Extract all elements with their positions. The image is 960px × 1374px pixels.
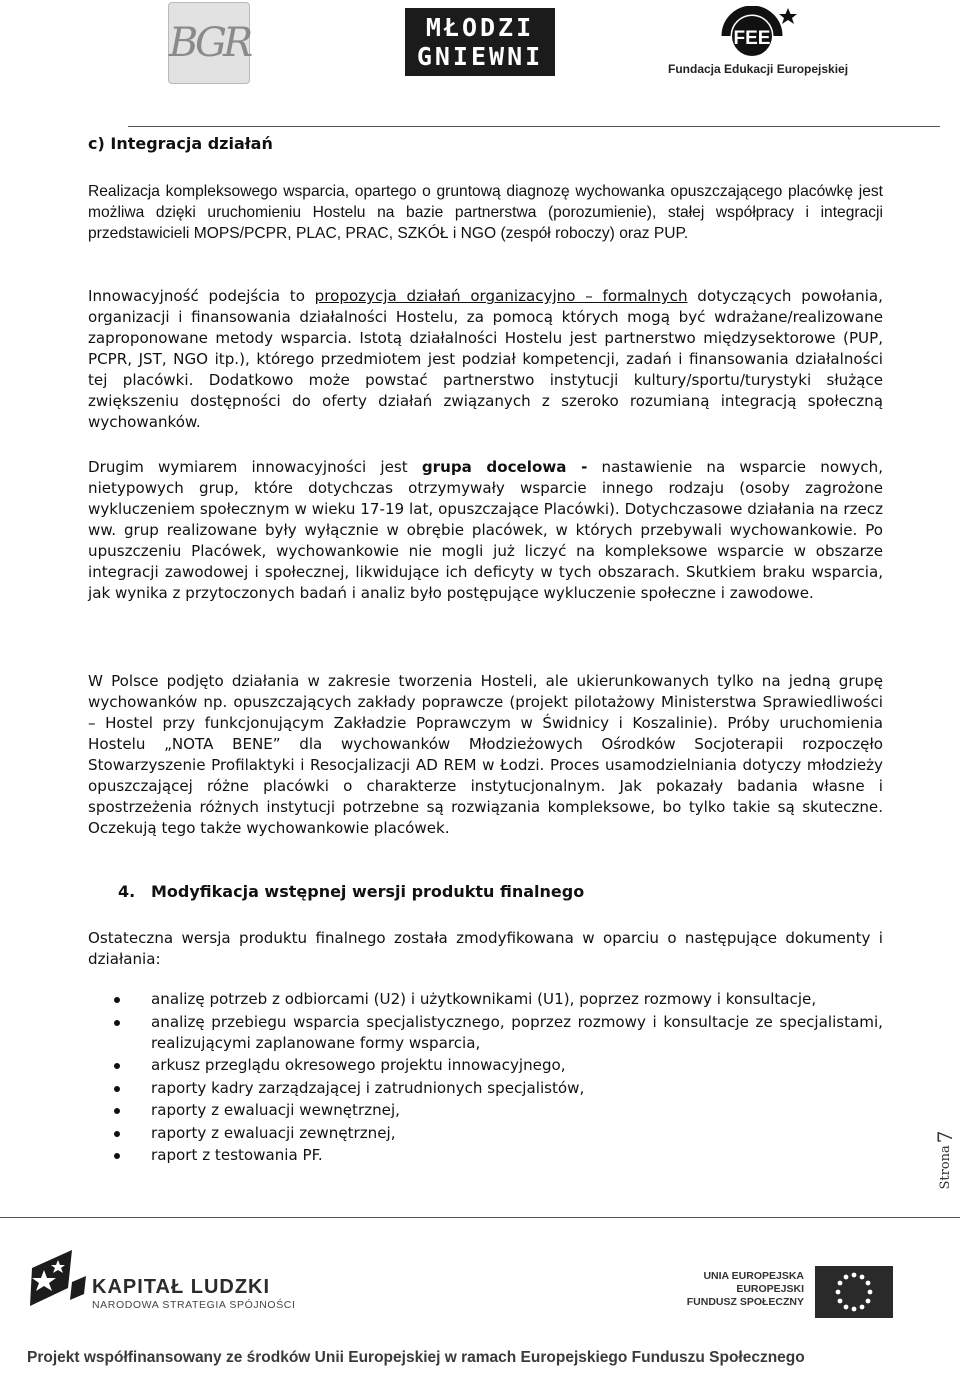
list-item (88, 1145, 883, 1166)
list-item-text: raport z testowania PF. (151, 1146, 323, 1164)
list-item (88, 1055, 883, 1076)
bgr-logo: BGR (168, 2, 250, 84)
list-item (88, 1123, 883, 1144)
page-number-value: 7 (933, 1130, 957, 1144)
list-item-text: arkusz przeglądu okresowego projektu innowacyjnego, (151, 1056, 566, 1074)
kapital-ludzki-title: KAPITAŁ LUDZKI (92, 1276, 271, 1298)
list-item-text: raporty z ewaluacji wewnętrznej, (151, 1101, 400, 1119)
bullet-icon (114, 1153, 120, 1159)
bullet-icon (114, 1108, 120, 1114)
header-divider (128, 126, 940, 127)
paragraph-3-end: nastawienie na wsparcie nowych, nietypowych grup, które dotychczas otrzymywały wsparcie innego rodzaju (osoby zagrożone wykluczeniem społecznym w wieku 17-19 lat, opuszczające Placówki). Dotychczasowe działania na rzecz ww. grup realizowane były wyłącznie w obrębie placówek, w których przebywali wychowankowie. Po upuszczeniu Placówek, wychowankowie nie mogli już liczyć na kompleksowe wsparcie w obszarze integracji zawodowej i społecznej, likwidujące ich deficyty w tych obszarach. Skutkiem braku wsparcia, jak wynika z przytoczonych badań i analiz było postępujące wykluczenie społeczne i zawodowe. (88, 458, 883, 602)
paragraph-5: Ostateczna wersja produktu finalnego została zmodyfikowana w oparciu o następujące dokumenty i działania: (88, 929, 883, 968)
paragraph-2-end: dotyczących powołania, organizacji i finansowania działalności Hostelu, za pomocą których mogą być wdrażane/realizowane zaproponowane metody wsparcia. Istotą działalności Hostelu jest partnerstwo międzysektorowe (PUP, PCPR, JST, NGO itp.), którego przedmiotem jest podział kompetencji, zadań i finansowania działalności tej placówki. Dodatkowo może powstać partnerstwo instytucji kultury/sportu/turystyki służące zwiększeniu dostępności do oferty działań związanych z szeroko rozumianą integracją społeczną wychowanków. (88, 287, 883, 431)
paragraph-3 (88, 457, 883, 604)
mlodzi-gniewni-logo (405, 8, 555, 76)
fee-logo-text: FEE (733, 28, 771, 49)
paragraph-2 (88, 286, 883, 433)
bullet-icon (114, 1020, 120, 1026)
bullet-icon (114, 1063, 120, 1069)
bullet-icon (114, 1086, 120, 1092)
list-item-text: analizę potrzeb z odbiorcami (U2) i użytkownikami (U1), poprzez rozmowy i konsultacje, (151, 990, 817, 1008)
kapital-ludzki-emblem-icon (28, 1248, 88, 1312)
list-item (88, 989, 883, 1010)
list-item (88, 1100, 883, 1121)
logo-line-2: GNIEWNI (416, 42, 544, 71)
eu-flag-icon (815, 1266, 893, 1318)
bullet-icon (114, 1131, 120, 1137)
paragraph-2-underlined: propozycja działań organizacyjno – formalnych (314, 287, 688, 305)
bullet-list (88, 989, 883, 1168)
page-number-label: Strona (937, 1145, 953, 1190)
list-item-text: raporty z ewaluacji zewnętrznej, (151, 1123, 396, 1142)
list-item (88, 1078, 883, 1099)
paragraph-4: W Polsce podjęto działania w zakresie tworzenia Hosteli, ale ukierunkowanych tylko na jedną grupę wychowanków np. opuszczających zakłady poprawcze (projekt pilotażowy Ministerstwa Sprawiedliwości – Hostel przy funkcjonującym Zakładzie Poprawczym w Świdnicy i Koszalinie). Próby uruchomienia Hostelu „NOTA BENE” dla wychowanków Młodzieżowych Ośrodków Socjoterapii rozpoczęło Stowarzyszenie Profilaktyki i Resocjalizacji AD REM w Łodzi. Proces usamodzielniania dotyczy młodzieży opuszczającej różne placówki o charakterze instytucjonalnym. Jak pokazały badania własne i spostrzeżenia różnych instytucji potrzebne są rozwiązania kompleksowe, bo tylko takie są skuteczne. Oczekują tego także wychowankowie placówek. (88, 672, 883, 837)
paragraph-3-bold: grupa docelowa - (421, 458, 588, 476)
subheading-number: 4. (118, 882, 136, 901)
footer-divider (0, 1217, 960, 1218)
paragraph-3-start: Drugim wymiarem innowacyjności jest (88, 458, 422, 476)
kapital-ludzki-subtitle: NARODOWA STRATEGIA SPÓJNOŚCI (92, 1299, 296, 1311)
bullet-icon (114, 997, 120, 1003)
subheading (118, 882, 584, 901)
eu-caption-line-1: UNIA EUROPEJSKA (703, 1270, 804, 1282)
paragraph-2-start: Innowacyjność podejścia to (88, 287, 315, 305)
eu-caption (672, 1270, 804, 1309)
list-item-text: analizę przebiegu wsparcia specjalistycznego, poprzez rozmowy i konsultacje ze specjalistami, realizującymi zaplanowane formy wsparcia, (151, 1012, 883, 1052)
list-item-text: raporty kadry zarządzającej i zatrudnionych specjalistów, (151, 1078, 585, 1097)
section-heading: c) Integracja działań (88, 134, 273, 153)
eu-caption-line-3: FUNDUSZ SPOŁECZNY (686, 1296, 804, 1308)
footer-project-note: Projekt współfinansowany ze środków Unii Europejskiej w ramach Europejskiego Funduszu Społecznego (27, 1349, 805, 1366)
page-number (915, 1130, 960, 1190)
eu-caption-line-2: EUROPEJSKI (736, 1283, 804, 1295)
logo-line-1: MŁODZI (425, 13, 535, 42)
subheading-title: Modyfikacja wstępnej wersji produktu finalnego (151, 882, 585, 901)
paragraph-1: Realizacja kompleksowego wsparcia, opartego o gruntową diagnozę wychowanka opuszczającego placówkę jest możliwa dzięki uruchomieniu Hostelu na bazie partnerstwa (porozumienie), stałej współpracy i integracji przedstawicieli MOPS/PCPR, PLAC, PRAC, SZKÓŁ i NGO (zespół roboczy) oraz PUP. (88, 183, 883, 242)
fee-caption: Fundacja Edukacji Europejskiej (668, 62, 849, 76)
fee-logo-icon (718, 6, 808, 62)
list-item (88, 1012, 883, 1054)
